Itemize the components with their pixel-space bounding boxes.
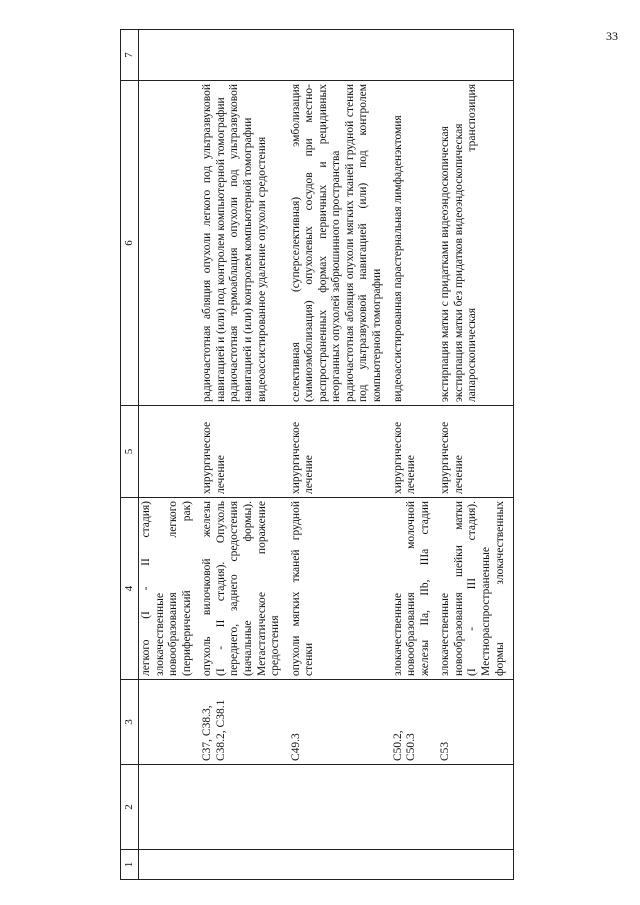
diagnosis-cell [200, 498, 288, 680]
diagnosis-line: средостения [269, 615, 282, 676]
diagnosis-cell [438, 498, 513, 680]
column-number: 6 [121, 81, 139, 406]
treatment-cell: хирургическое лечение [200, 406, 288, 498]
diagnosis-line: злокачественные [439, 593, 452, 676]
treatment-cell: хирургическое лечение [438, 406, 513, 498]
method-item: лапароскопическая транспозиция [466, 84, 479, 402]
diagnosis-line: (I - III стадия). [466, 501, 479, 676]
icd-code: C49.3 [289, 733, 302, 761]
cell-col2 [289, 765, 391, 850]
cell-col1 [438, 850, 513, 880]
method-cell [438, 81, 513, 406]
diagnosis-line: новообразования молочной [405, 501, 418, 676]
cell-col7 [200, 30, 288, 81]
diagnosis-line: опухоль вилочковой железы [201, 501, 214, 676]
method-cell [391, 81, 439, 406]
icd-code-cell [200, 680, 288, 765]
treatment-cell: хирургическое лечение [391, 406, 439, 498]
column-number: 2 [121, 765, 139, 850]
column-number: 4 [121, 498, 139, 680]
icd-code: C50.2, [391, 730, 404, 761]
column-number-row [121, 30, 139, 880]
table-row [139, 30, 201, 880]
cell-col7 [139, 30, 201, 81]
rotated-table-container [120, 30, 530, 880]
diagnosis-line: (периферический рак) [180, 501, 193, 676]
icd-code-cell [391, 680, 439, 765]
diagnosis-cell [289, 498, 391, 680]
cell-col2 [139, 765, 201, 850]
diagnosis-line: Местнораспространенные [479, 547, 492, 676]
column-number: 7 [121, 30, 139, 81]
diagnosis-cell [391, 498, 439, 680]
column-number: 5 [121, 406, 139, 498]
treatment-cell [139, 406, 201, 498]
method-item: видеоассистированная парастернальная лимфаденэктомия [391, 115, 404, 402]
cell-col1 [139, 850, 201, 880]
table-row [391, 30, 439, 880]
cell-col2 [391, 765, 439, 850]
treatment-cell: хирургическое лечение [289, 406, 391, 498]
diagnosis-line: переднего, заднего средостения [228, 501, 241, 676]
cell-col1 [200, 850, 288, 880]
diagnosis-line: железы IIa, IIb, IIIa стадии [418, 501, 431, 676]
method-item: экстирпация матки с придатками видеоэндоскопическая [439, 126, 452, 402]
diagnosis-line: злокачественные [391, 593, 404, 676]
cell-col2 [438, 765, 513, 850]
method-cell [289, 81, 391, 406]
method-item: радиочастотная абляция опухоли легкого под ультразвуковой навигацией и (или) под контролем компьютерной томографии [201, 84, 227, 402]
icd-code: C53 [439, 741, 452, 761]
method-cell [200, 81, 288, 406]
icd-code: C38.2, C38.1 [214, 699, 227, 761]
cell-col7 [391, 30, 439, 81]
icd-code: C50.3 [405, 733, 418, 761]
table-row [438, 30, 513, 880]
cell-col1 [391, 850, 439, 880]
method-item: видеоассистированное удаление опухоли средостения [255, 136, 268, 402]
diagnosis-line: злокачественные [153, 593, 166, 676]
method-item: экстирпация матки без придатков видеоэндоскопическая [452, 123, 465, 402]
method-item: радиочастотная термоаблация опухоли под ультразвуковой навигацией и (или) контролем компьютерной томографии [228, 84, 254, 402]
diagnosis-cell [139, 498, 201, 680]
column-number: 1 [121, 850, 139, 880]
diagnosis-line: Метастатическое поражение [255, 501, 268, 676]
method-item: селективная (суперселективная) эмболизация (химиоэмболизация) опухолевых сосудов при местно-распространенных формах первичных и рецидивных неорганных опухолей забрюшинного пространства [289, 84, 343, 402]
icd-code-cell [438, 680, 513, 765]
method-cell [139, 81, 201, 406]
diagnosis-line: новообразования легкого [167, 501, 180, 676]
diagnosis-line: формы злокачественных [493, 501, 506, 676]
page-number: 33 [606, 29, 618, 43]
cell-col7 [289, 30, 391, 81]
method-item: радиочастотная абляция опухоли мягких тканей грудной стенки под ультразвуковой навигацией (или) под контролем компьютерной томографии [343, 84, 383, 402]
cell-col2 [200, 765, 288, 850]
icd-code: C37, C38.3, [201, 705, 214, 761]
table-row [289, 30, 391, 880]
diagnosis-line: (I - II стадия). Опухоль [214, 501, 227, 676]
table-row [200, 30, 288, 880]
diagnosis-line: стенки [303, 642, 316, 676]
diagnosis-line: опухоли мягких тканей грудной [289, 501, 302, 676]
column-number: 3 [121, 680, 139, 765]
icd-code-cell [289, 680, 391, 765]
cell-col7 [438, 30, 513, 81]
diagnosis-line: (начальные формы). [241, 501, 254, 676]
icd-code-cell [139, 680, 201, 765]
diagnosis-line: легкого (I - II стадия) [140, 501, 152, 676]
cell-col1 [289, 850, 391, 880]
procedures-table [120, 29, 514, 880]
diagnosis-line: новообразования шейки матки [452, 501, 465, 676]
